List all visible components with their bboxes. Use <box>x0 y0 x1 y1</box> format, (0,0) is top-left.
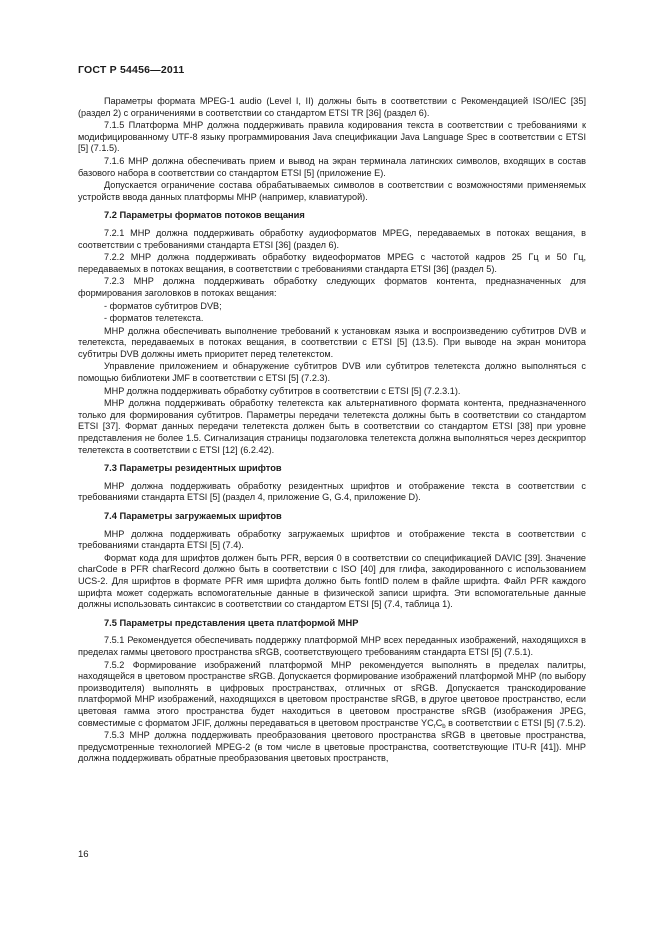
paragraph: MHP должна поддерживать обработку телетекста как альтернативного формата контента, предназначенного только для формирования субтитров. Параметры передачи телетекста должны быть в соответствии со стандартом ETSI [37]. Формат данных передачи телетекста должен быть в соответствии со стандартом ETSI [38] при уровне представления не более 1.5. Сигнализация страницы подзаголовка телетекста должна выполняться через дескриптор телетекста в соответствии с ETSI [12] (6.2.42). <box>78 398 586 455</box>
page-number: 16 <box>78 849 89 860</box>
format-list <box>78 301 586 325</box>
section-heading-7-3: 7.3 Параметры резидентных шрифтов <box>104 463 282 474</box>
paragraph: Управление приложением и обнаружение субтитров DVB или субтитров телетекста должно выполняться с помощью библиотеки JMF в соответствии с ETSI [5] (7.2.3). <box>78 361 586 384</box>
paragraph-text: 7.5.2 Формирование изображений платформой MHP рекомендуется выполнять в пределах палитры, находящейся в цветовом пространстве sRGB. Допускается формирование изображений платформой MHP (по выбору производителя) выполнять в цифровых пространствах, отличных от sRGB. Допускается транскодирование платформой MHP изображений, находящихся в цветовом пространстве sRGB, в другое цветовое пространство, если цветовая гамма этого пространства будет находиться в цветовом пространстве sRGB (изображения JPEG, совместимые с форматом JFIF, должны передаваться в цветовом пространстве YC <box>78 659 586 728</box>
paragraph: Параметры формата MPEG-1 audio (Level I, II) должны быть в соответствии с Рекомендацией ISO/IEC [35] (раздел 2) с ограничениями в соответствии со стандартом ETSI TR [36] (раздел 6). <box>78 96 586 118</box>
paragraph: 7.2.3 MHP должна поддерживать обработку следующих форматов контента, предназначенных для формирования заголовков в потоках вещания: <box>78 276 586 298</box>
paragraph: 7.5.2 Формирование изображений платформой MHP рекомендуется выполнять в пределах палитры, находящейся в цветовом пространстве sRGB. Допускается формирование изображений платформой MHP (по выбору производителя) выполнять в цифровых пространствах, отличных от sRGB. Допускается транскодирование платформой MHP изображений, находящихся в цветовом пространстве sRGB, в другое цветовое пространство, если цветовая гамма этого пространства будет находиться в цветовом пространстве sRGB (изображения JPEG, совместимые с форматом JFIF, должны передаваться в цветовом пространстве $YC_rC_b$ в соответствии с ETSI [5] (7.5.2). <box>78 659 586 730</box>
paragraph: 7.1.5 Платформа MHP должна поддерживать правила кодирования текста в соответствии с требованиями к модифицированному UTF-8 языку программирования Java спецификации Java Language Spec в соответствии с ETSI [5] (7.1.5). <box>78 120 586 154</box>
paragraph: MHP должна поддерживать обработку загружаемых шрифтов и отображение текста в соответствии с требованиями стандарта ETSI [5] (7.4). <box>78 528 586 551</box>
subscript-r: r <box>433 723 436 730</box>
list-item: - форматов субтитров DVB; <box>104 300 222 311</box>
paragraph: 7.5.1 Рекомендуется обеспечивать поддержку платформой MHP всех переданных изображений, находящихся в пределах гаммы цветового пространства sRGB, соответствующего требованиям стандарта ETSI [5] (7.5.1). <box>78 635 586 657</box>
paragraph: Допускается ограничение состава обрабатываемых символов в соответствии с возможностями применяемых устройств ввода данных платформы MHP (например, клавиатурой). <box>78 180 586 202</box>
list-item: - форматов телетекста. <box>104 313 204 324</box>
section-heading-7-4: 7.4 Параметры загружаемых шрифтов <box>104 511 282 521</box>
paragraph: Формат кода для шрифтов должен быть PFR, версия 0 в соответствии со спецификацией DAVIC [39]. Значение charCode в PFR charRecord должно быть в соответствии с ISO [40] для глифа, закодированного с использованием UCS-2. Для шрифтов в формате PFR имя шрифта должно быть fontID полем в файле шрифта. Файл PFR каждого шрифта может содержать вспомогательные данные в физической записи шрифта. Эти вспомогательные данные должны использовать синтаксис в соответствии со стандартом ETSI [5] (7.4, таблица 1). <box>78 552 586 610</box>
paragraph: MHP должна обеспечивать выполнение требований к установкам языка и воспроизведению субтитров DVB и телетекста, передаваемых в потоках вещания, в соответствии с ETSI [5] (13.5). При выводе на экран монитора субтитры DVB должны иметь приоритет перед телетекстом. <box>78 325 586 359</box>
paragraph: 7.2.2 MHP должна поддерживать обработку видеоформатов MPEG с частотой кадров 25 Гц и 50 Гц, передаваемых в потоках вещания, в соответствии с требованиями стандарта ETSI [36] (раздел 5). <box>78 252 586 274</box>
paragraph: 7.1.6 MHP должна обеспечивать прием и вывод на экран терминала латинских символов, входящих в состав базового набора в соответствии со стандартом ETSI [5] (приложение E). <box>78 155 586 178</box>
paragraph: 7.2.1 MHP должна поддерживать обработку аудиоформатов MPEG, передаваемых в потоках вещания, в соответствии с требованиями стандарта ETSI [36] (раздел 6). <box>78 227 586 250</box>
section-heading-7-5: 7.5 Параметры представления цвета платформой MHP <box>104 617 359 628</box>
paragraph-tail: в соответствии с ETSI [5] (7.5.2). <box>445 717 586 728</box>
document-body <box>78 96 586 766</box>
document-header: ГОСТ Р 54456—2011 <box>78 64 185 76</box>
paragraph: MHP должна поддерживать обработку субтитров в соответствии с ETSI [5] (7.2.3.1). <box>104 385 461 396</box>
paragraph: MHP должна поддерживать обработку резидентных шрифтов и отображение текста в соответствии с требованиями стандарта ETSI [5] (раздел 4, приложение G, G.4, приложение D). <box>78 480 586 503</box>
section-heading-7-2: 7.2 Параметры форматов потоков вещания <box>104 210 305 221</box>
paragraph: 7.5.3 MHP должна поддерживать преобразования цветового пространства sRGB в цветовые пространства, предусмотренные технологией MPEG-2 (в том числе в цветовые пространства, соответствующие ITU-R [41]). MHP должна поддерживать обратные преобразования цветовых пространств, <box>78 730 586 764</box>
subscript-b: b <box>442 723 446 730</box>
